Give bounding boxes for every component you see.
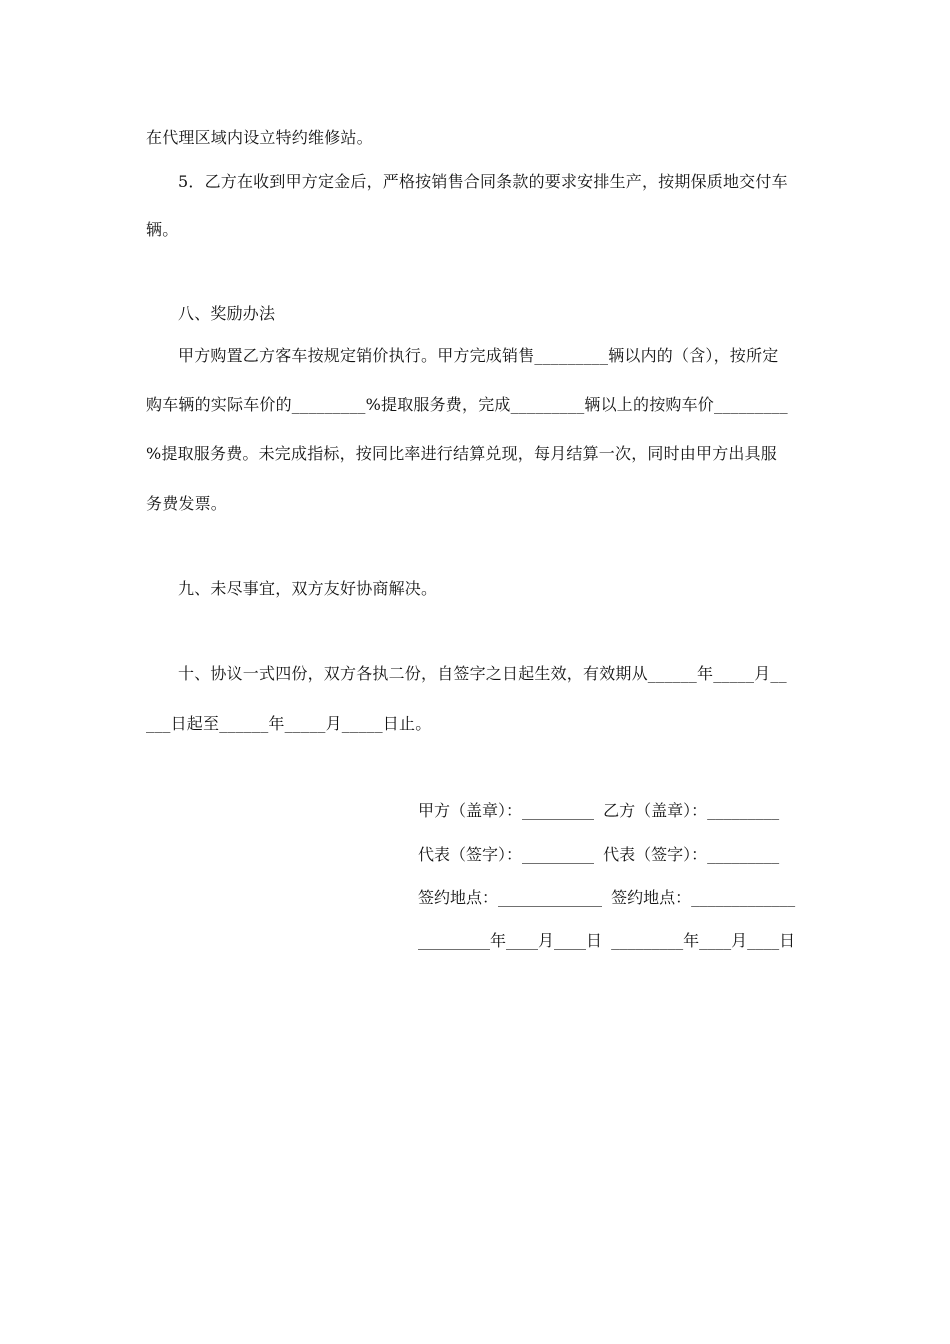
signature-row-seal [418,801,779,821]
party-b-representative: 代表（签字）：_________ [603,845,780,864]
paragraph-clause-10-line1: 十、协议一式四份，双方各执二份，自签字之日起生效，有效期从______年_____月__ [178,664,787,683]
party-b-location: 签约地点：_____________ [611,888,796,907]
paragraph-clause-10-line2: ___日起至______年_____月_____日止。 [146,714,432,733]
party-a-seal: 甲方（盖章）：_________ [418,801,595,820]
party-a-representative: 代表（签字）：_________ [418,845,595,864]
party-a-date: _________年____月____日 [418,931,603,950]
section-heading-9: 九、未尽事宜，双方友好协商解决。 [178,579,438,598]
paragraph-clause-continuation: 在代理区域内设立特约维修站。 [146,128,373,147]
signature-row-date [418,931,795,951]
paragraph-reward-line1: 甲方购置乙方客车按规定销价执行。甲方完成销售_________辆以内的（含），按所定 [178,346,779,365]
paragraph-clause-5-line2: 辆。 [146,220,179,239]
party-b-seal: 乙方（盖章）：_________ [603,801,780,820]
paragraph-reward-line4: 务费发票。 [146,494,228,513]
paragraph-clause-5-line1: 5．乙方在收到甲方定金后，严格按销售合同条款的要求安排生产，按期保质地交付车 [178,172,788,191]
party-b-date: _________年____月____日 [611,931,796,950]
signature-row-location [418,888,795,908]
party-a-location: 签约地点：_____________ [418,888,603,907]
paragraph-reward-line2: 购车辆的实际车价的_________%提取服务费，完成_________辆以上的按购车价_________ [146,395,788,414]
section-heading-8: 八、奖励办法 [178,304,276,323]
paragraph-reward-line3: %提取服务费。未完成指标，按同比率进行结算兑现，每月结算一次，同时由甲方出具服 [146,444,778,463]
signature-row-representative [418,845,779,865]
